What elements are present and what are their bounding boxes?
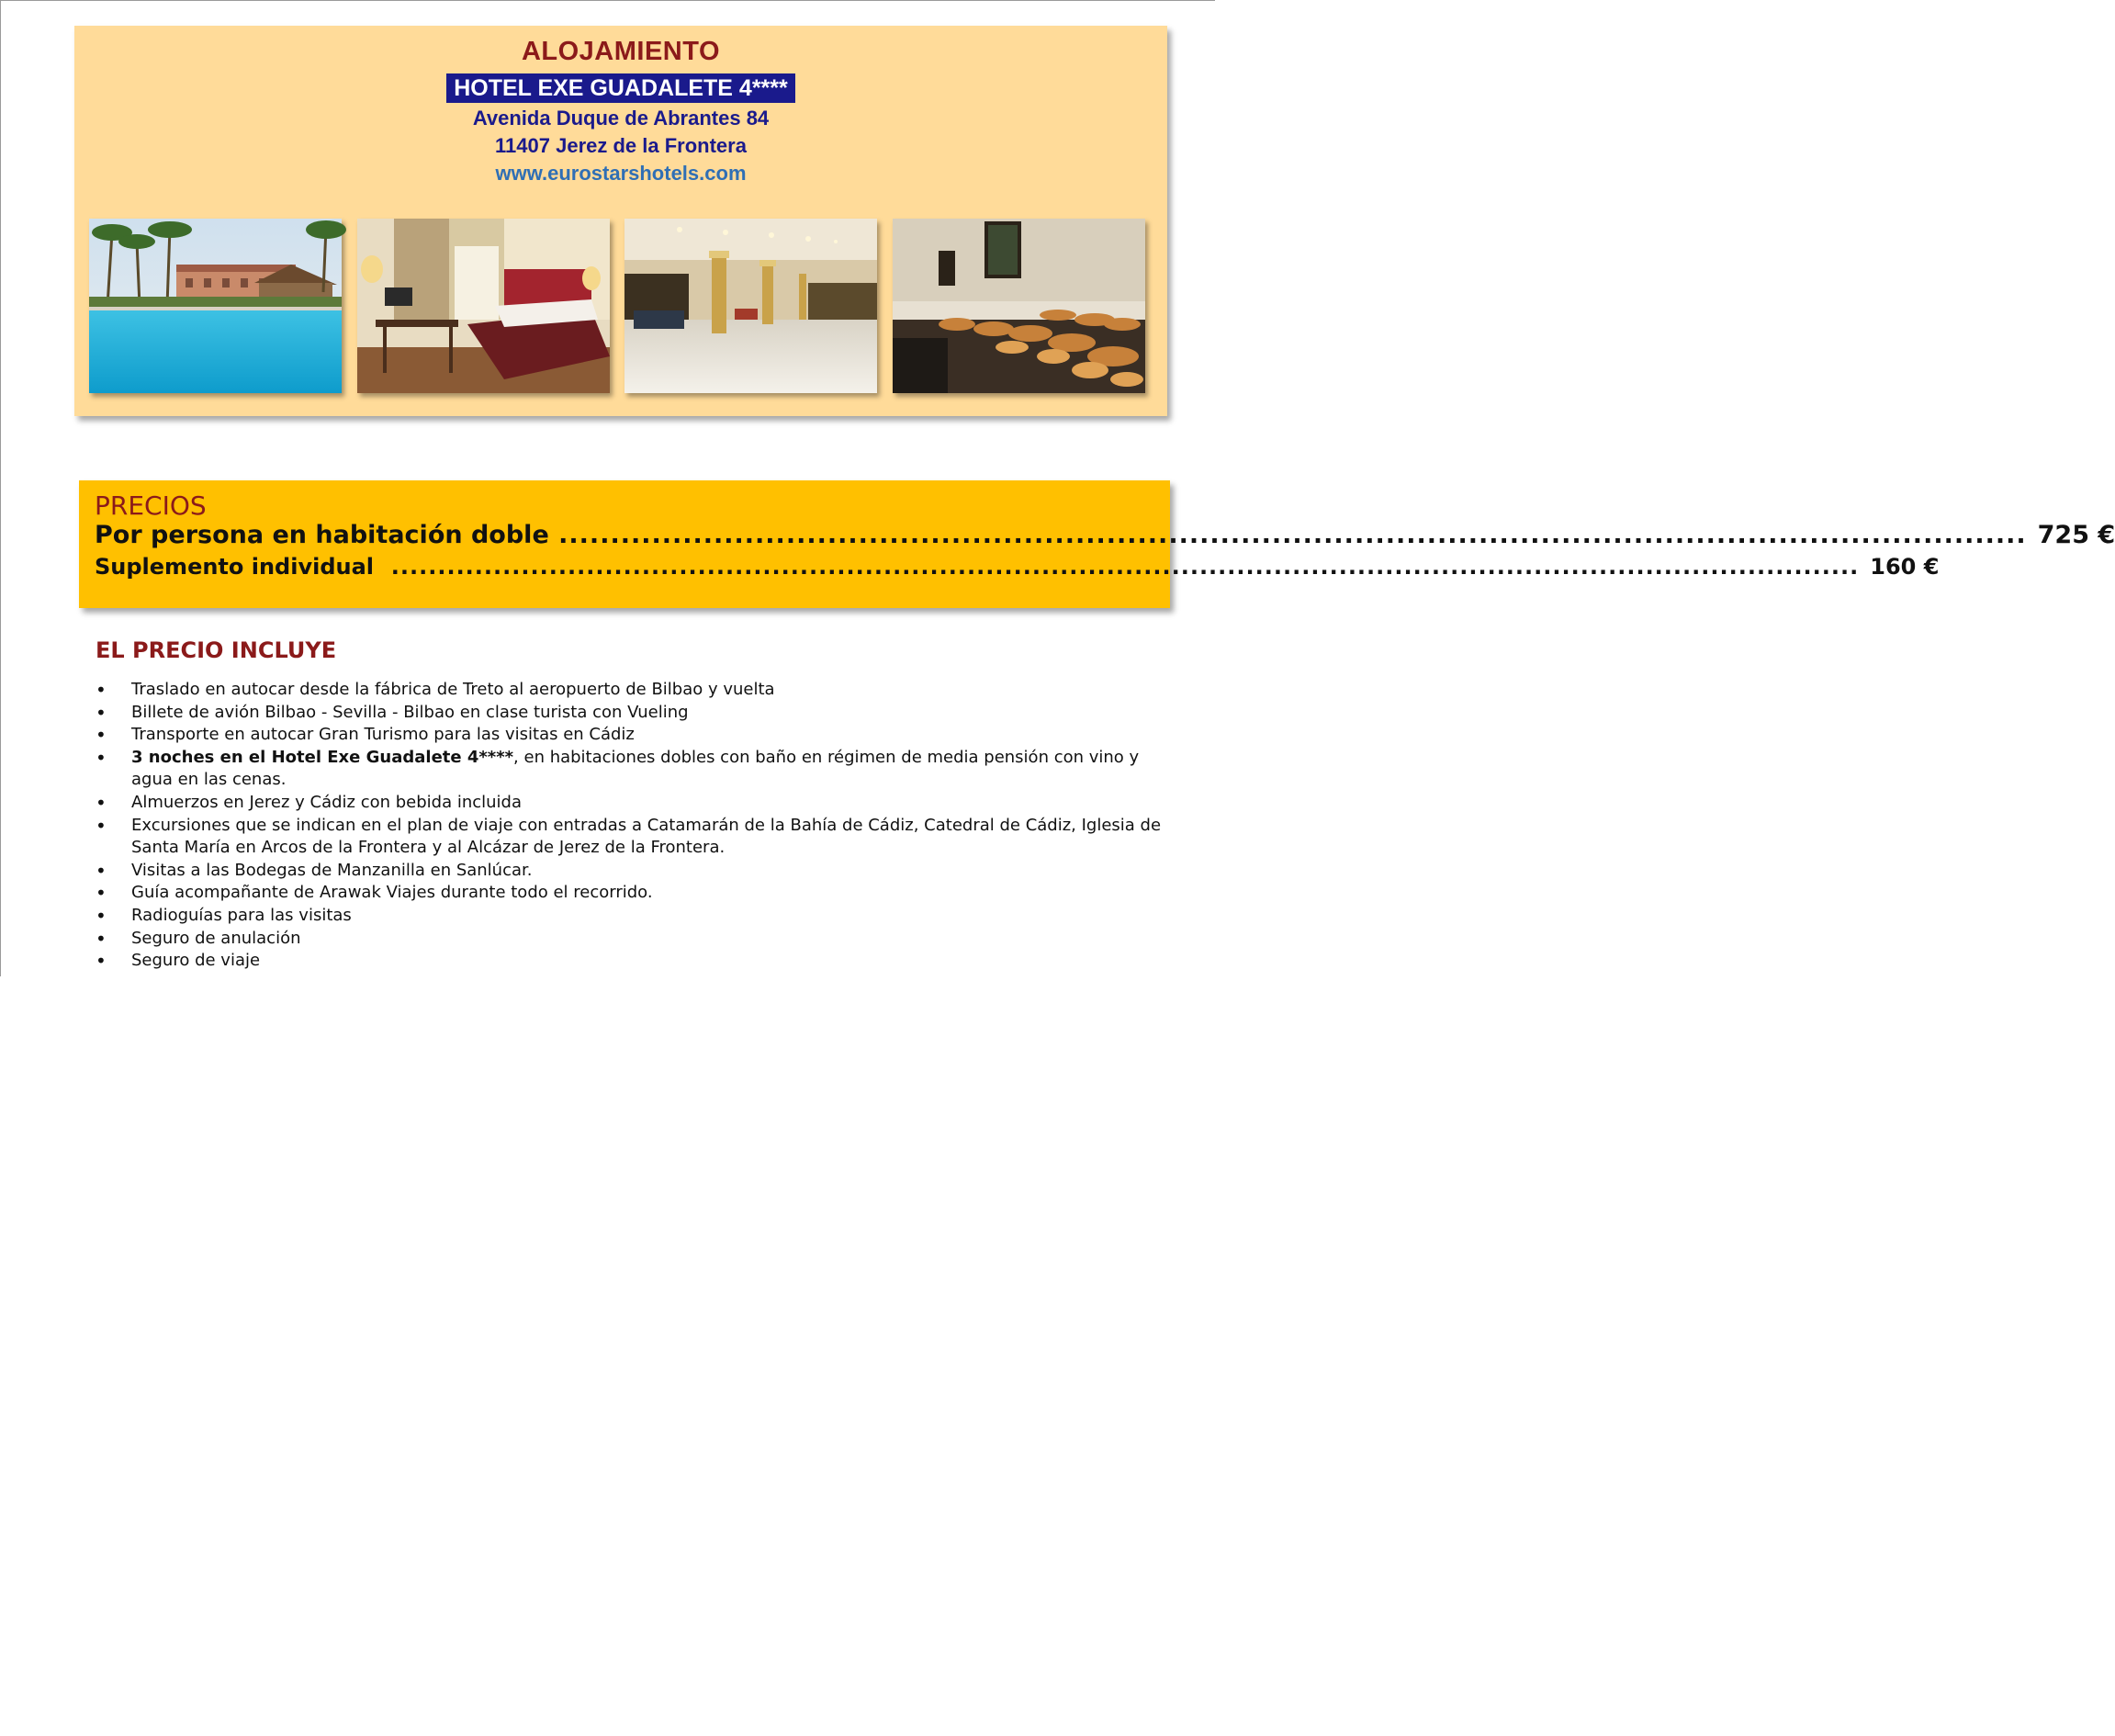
- dot-leader: ..............................................................................................................................................: [548, 521, 2027, 549]
- list-item: • Almuerzos en Jerez y Cádiz con bebida incluida: [96, 792, 1170, 815]
- dot-leader: ..............................................................................................................................................................: [374, 554, 1860, 580]
- lodging-panel: [74, 26, 1167, 416]
- includes-list: [96, 679, 1170, 973]
- hotel-website-link[interactable]: www.eurostarshotels.com: [495, 162, 747, 185]
- price-row-single-supplement: [95, 554, 1940, 580]
- page-border-left: [0, 0, 1, 976]
- list-item: • Transporte en autocar Gran Turismo para las visitas en Cádiz: [96, 724, 1170, 747]
- list-item: • 3 noches en el Hotel Exe Guadalete 4****, en habitaciones dobles con baño en régimen de media pensión con vino y agua en las cenas.: [96, 747, 1170, 792]
- list-item: • Visitas a las Bodegas de Manzanilla en Sanlúcar.: [96, 860, 1170, 883]
- list-item: • Seguro de anulación: [96, 928, 1170, 951]
- list-item: • Radioguías para las visitas: [96, 905, 1170, 928]
- hotel-address-street: Avenida Duque de Abrantes 84: [472, 107, 770, 130]
- page-border-top: [0, 0, 1215, 1]
- hotel-address-city: 11407 Jerez de la Frontera: [495, 134, 747, 157]
- prices-panel: [79, 480, 2115, 608]
- hotel-name: HOTEL EXE GUADALETE 4****: [446, 73, 795, 103]
- list-item: • Excursiones que se indican en el plan de viaje con entradas a Catamarán de la Bahía de Cádiz, Catedral de Cádiz, Iglesia de Santa María en Arcos de la Frontera y al Alcázar de Jerez de la Frontera.: [96, 815, 1170, 860]
- lodging-title: ALOJAMIENTO: [521, 37, 721, 66]
- breakfast-buffet-photo: [893, 219, 1145, 393]
- price-label: Suplemento individual: [95, 554, 375, 580]
- pool-photo: [89, 219, 342, 393]
- price-row-double-room: [95, 521, 2115, 549]
- list-item: • Billete de avión Bilbao - Sevilla - Bilbao en clase turista con Vueling: [96, 702, 1170, 725]
- list-item: • Traslado en autocar desde la fábrica de Treto al aeropuerto de Bilbao y vuelta: [96, 679, 1170, 702]
- prices-title: PRECIOS: [95, 490, 207, 521]
- includes-title: EL PRECIO INCLUYE: [96, 637, 337, 663]
- hotel-name-wrap: [74, 73, 1167, 103]
- list-item: • Seguro de viaje: [96, 950, 1170, 973]
- lobby-photo: [624, 219, 877, 393]
- price-amount: 725 €: [2037, 521, 2115, 549]
- bedroom-photo: [357, 219, 610, 393]
- list-item: • Guía acompañante de Arawak Viajes durante todo el recorrido.: [96, 882, 1170, 905]
- price-label: Por persona en habitación doble: [95, 521, 549, 549]
- price-amount: 160 €: [1870, 554, 1940, 580]
